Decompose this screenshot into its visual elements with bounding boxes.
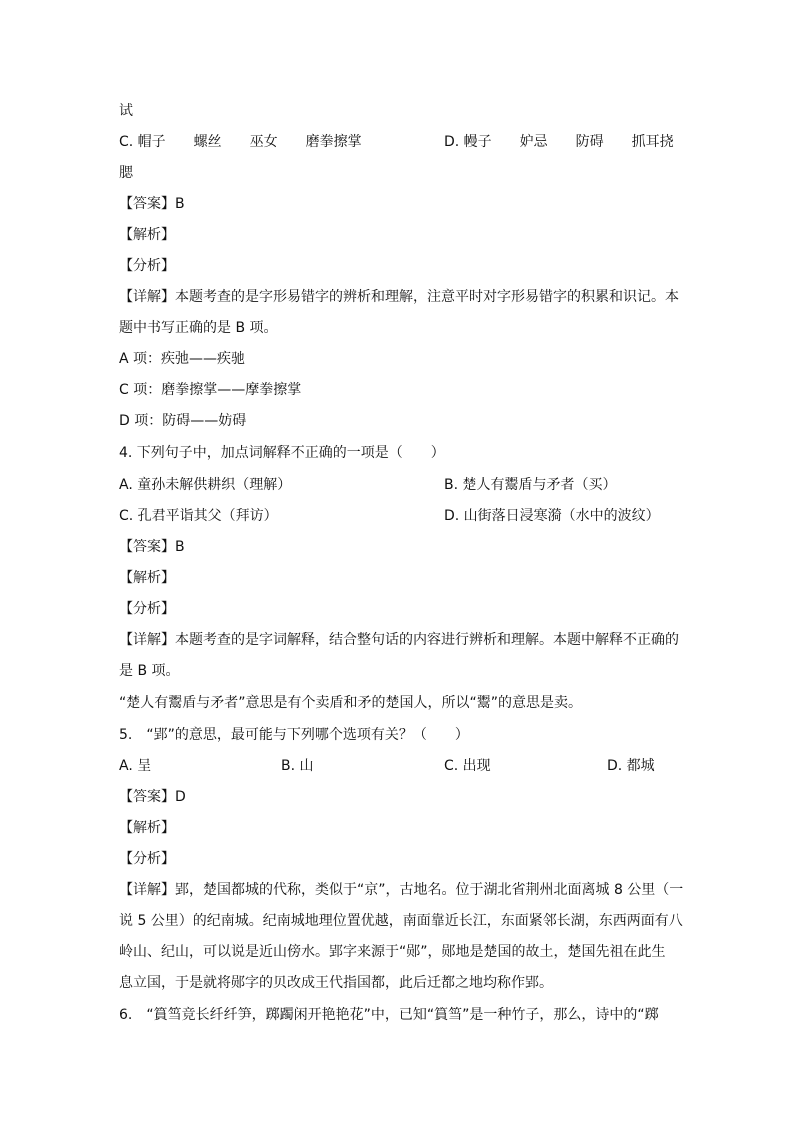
q5-detail: 岭山、纪山，可以说是近山傍水。郢字来源于“郧”，郧地是楚国的故土，楚国先祖在此生 — [119, 944, 666, 960]
q5-option-b: B. 山 — [281, 758, 314, 774]
q4-answer: 【答案】B — [119, 539, 185, 555]
q4-detail: “楚人有鬻盾与矛者”意思是有个卖盾和矛的楚国人，所以“鬻”的意思是卖。 — [119, 695, 583, 711]
q3-correction-d: D 项：防碍——妨碍 — [119, 413, 247, 429]
q4-fenxi-label: 【分析】 — [119, 601, 175, 617]
q4-option-a: A. 童孙未解供耕织（理解） — [119, 477, 292, 493]
q5-option-a: A. 呈 — [119, 758, 152, 774]
text-line: 试 — [119, 103, 133, 119]
q3-answer: 【答案】B — [119, 196, 185, 212]
q3-option-d: D. 幔子 妒忌 防碍 抓耳挠 — [444, 134, 674, 150]
q6-question: 6. “篔筜竞长纤纤笋，踯躅闲开艳艳花”中，已知“篔筜”是一种竹子，那么，诗中的“踯 — [119, 1007, 659, 1023]
q5-detail: 息立国，于是就将郧字的贝改成王代指国都，此后迁都之地均称作郢。 — [119, 975, 553, 991]
q5-option-c: C. 出现 — [444, 758, 491, 774]
q5-detail: 【详解】郢，楚国都城的代称，类似于“京”，古地名。位于湖北省荆州北面离城 8 公里（一 — [119, 882, 684, 898]
q3-option-c: C. 帽子 螺丝 巫女 磨拳擦掌 — [119, 134, 362, 150]
q4-detail: 是 B 项。 — [119, 663, 180, 679]
q4-question: 4. 下列句子中，加点词解释不正确的一项是（ ） — [119, 445, 445, 461]
q3-detail: 题中书写正确的是 B 项。 — [119, 320, 278, 336]
q5-answer: 【答案】D — [119, 789, 186, 805]
q4-analysis-label: 【解析】 — [119, 570, 175, 586]
q4-option-c: C. 孔君平诣其父（拜访） — [119, 508, 278, 524]
q5-option-d: D. 都城 — [607, 758, 655, 774]
text-line: 腮 — [119, 165, 133, 181]
q5-question: 5. “郢”的意思，最可能与下列哪个选项有关？（ ） — [119, 727, 469, 743]
q3-analysis-label: 【解析】 — [119, 227, 175, 243]
q5-fenxi-label: 【分析】 — [119, 851, 175, 867]
q3-correction-a: A 项：疾弛——疾驰 — [119, 351, 246, 367]
q3-correction-c: C 项：磨拳擦掌——摩拳擦掌 — [119, 382, 302, 398]
q4-option-d: D. 山街落日浸寒漪（水中的波纹） — [444, 508, 660, 524]
q5-detail: 说 5 公里）的纪南城。纪南城地理位置优越，南面靠近长江，东面紧邻长湖，东西两面有八 — [119, 913, 683, 929]
q3-fenxi-label: 【分析】 — [119, 258, 175, 274]
q4-option-b: B. 楚人有鬻盾与矛者（买） — [444, 477, 617, 493]
q3-detail: 【详解】本题考查的是字形易错字的辨析和理解，注意平时对字形易错字的积累和识记。本 — [119, 289, 679, 305]
q5-analysis-label: 【解析】 — [119, 820, 175, 836]
q4-detail: 【详解】本题考查的是字词解释，结合整句话的内容进行辨析和理解。本题中解释不正确的 — [119, 632, 679, 648]
